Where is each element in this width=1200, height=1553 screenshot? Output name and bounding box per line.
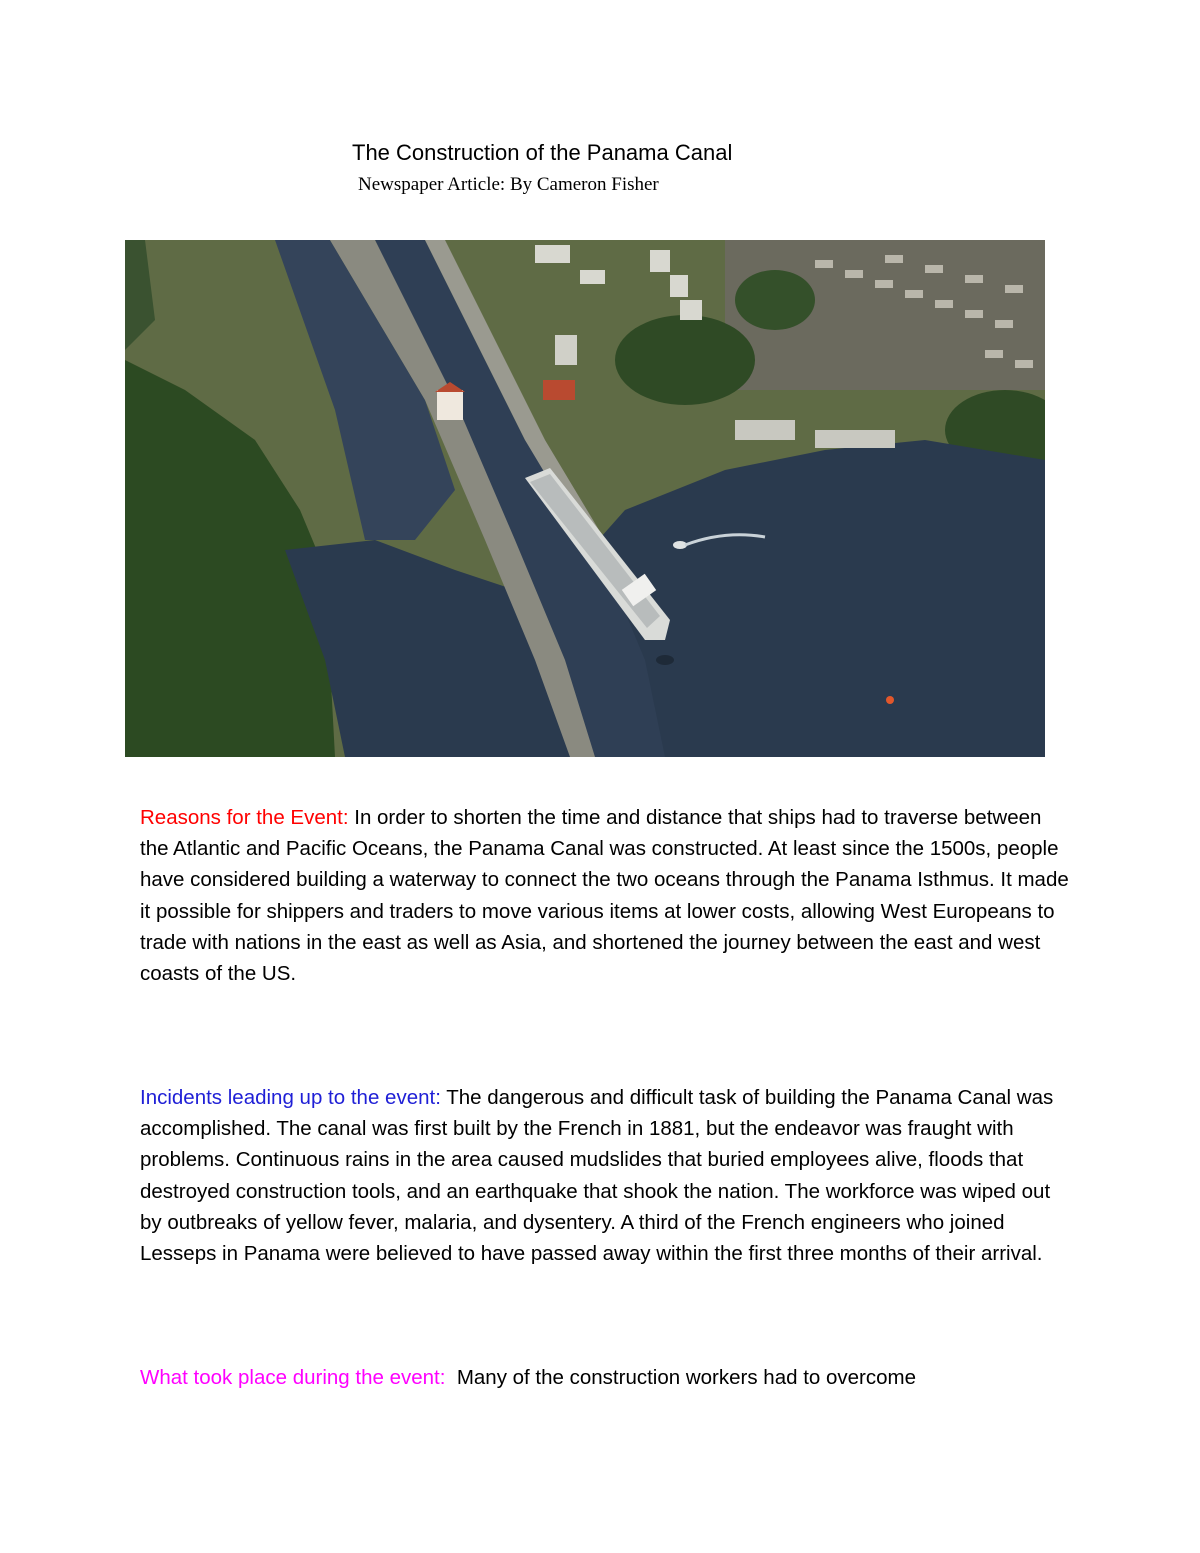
section-heading-incidents: Incidents leading up to the event:	[140, 1086, 441, 1109]
section-body-during-event: Many of the construction workers had to overcome	[445, 1366, 917, 1389]
section-reasons	[140, 802, 1075, 989]
article-byline: Newspaper Article: By Cameron Fisher	[358, 174, 659, 195]
section-body-reasons: In order to shorten the time and distance that ships had to traverse between the Atlantic and Pacific Oceans, the Panama Canal was constructed. At least since the 1500s, people have considered building a waterway to connect the two oceans through the Panama Isthmus. It made it possible for shippers and traders to move various items at lower costs, allowing West Europeans to trade with nations in the east as well as Asia, and shortened the journey between the east and west coasts of the US.	[140, 806, 1069, 986]
article-title: The Construction of the Panama Canal	[352, 140, 733, 165]
section-incidents	[140, 1082, 1075, 1269]
section-body-incidents: The dangerous and difficult task of building the Panama Canal was accomplished. The canal was first built by the French in 1881, but the endeavor was fraught with problems. Continuous rains in the area caused mudslides that buried employees alive, floods that destroyed construction tools, and an earthquake that shook the nation. The workforce was wiped out by outbreaks of yellow fever, malaria, and dysentery. A third of the French engineers who joined Lesseps in Panama were believed to have passed away within the first three months of their arrival.	[140, 1086, 1054, 1266]
section-during-event	[140, 1362, 1075, 1393]
canal-aerial-photo	[125, 240, 1045, 757]
section-heading-reasons: Reasons for the Event:	[140, 806, 349, 829]
section-heading-during-event: What took place during the event:	[140, 1366, 446, 1389]
